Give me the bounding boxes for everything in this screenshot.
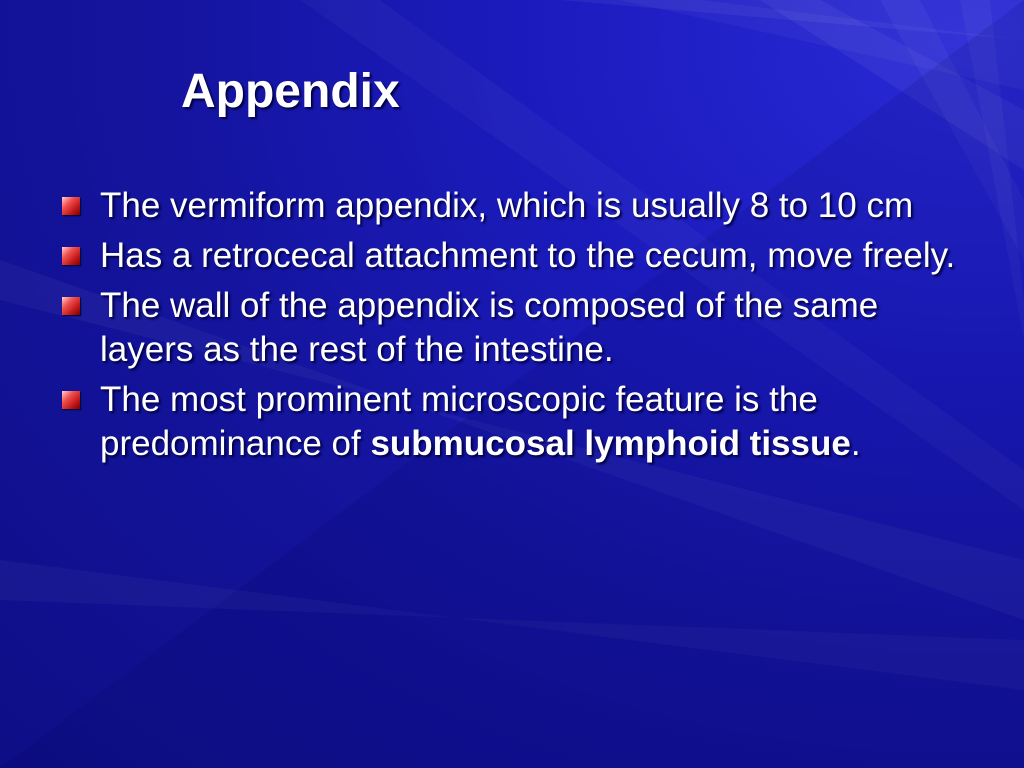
red-square-bullet-icon [62,247,80,265]
red-square-bullet-icon [62,297,80,315]
bullet-text: The wall of the appendix is composed of the same layers as the rest of the intestine. [100,286,879,369]
bullet-text-after: . [850,424,861,463]
slide-title: Appendix [181,65,400,118]
bullet-text: The vermiform appendix, which is usually 8 to 10 cm [100,186,914,225]
bullet-text-before: The most prominent microscopic feature is the predominance of [100,380,818,463]
bullet-list [62,184,972,472]
bullet-text: Has a retrocecal attachment to the cecum, move freely. [100,236,956,275]
bullet-item [62,234,972,278]
bullet-item [62,184,972,228]
red-square-bullet-icon [62,197,80,215]
bullet-text-bold: submucosal lymphoid tissue [370,424,851,463]
bullet-item [62,378,972,466]
red-square-bullet-icon [62,391,80,409]
bullet-item [62,284,972,372]
